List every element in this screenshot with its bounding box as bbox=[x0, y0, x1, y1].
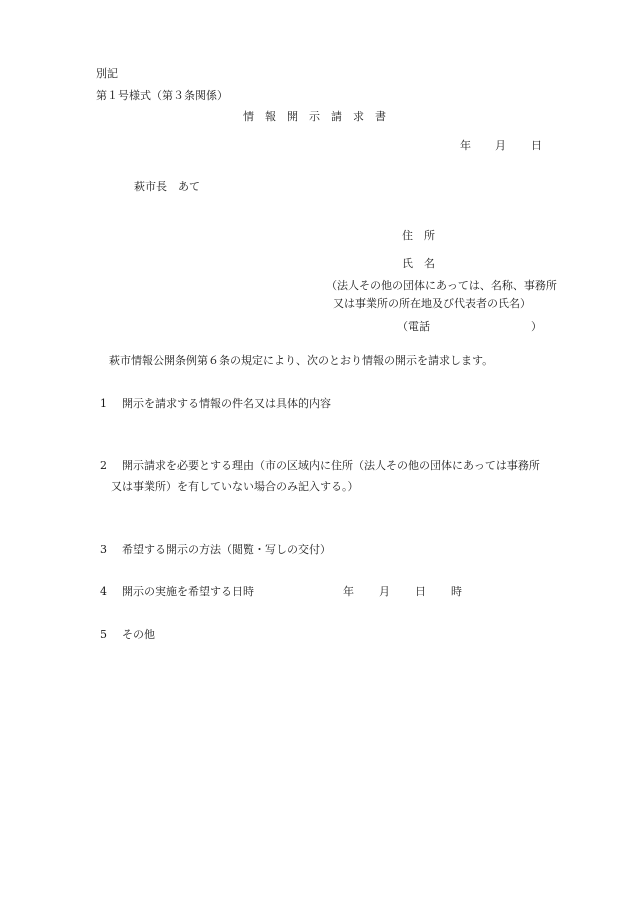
date-month-label: 月 bbox=[495, 139, 506, 152]
item-4-day-label: 日 bbox=[415, 585, 426, 598]
item-3-text: 希望する開示の方法（閲覧・写しの交付） bbox=[122, 543, 331, 556]
phone-label: （電話 bbox=[397, 320, 430, 333]
addressee: 萩市長 あて bbox=[134, 180, 200, 193]
date-year-label: 年 bbox=[460, 139, 471, 152]
item-5-number: 5 bbox=[100, 628, 107, 641]
phone-close-paren: ） bbox=[531, 320, 542, 333]
item-2-text-continued: 又は事業所）を有していない場合のみ記入する。） bbox=[111, 480, 359, 493]
item-1-text: 開示を請求する情報の件名又は具体的内容 bbox=[122, 397, 331, 410]
address-label: 住 所 bbox=[402, 229, 435, 242]
item-5-text: その他 bbox=[122, 628, 155, 641]
item-4-year-label: 年 bbox=[343, 585, 354, 598]
item-4-number: 4 bbox=[100, 585, 107, 598]
item-4-hour-label: 時 bbox=[451, 585, 462, 598]
request-statement: 萩市情報公開条例第６条の規定により、次のとおり情報の開示を請求します。 bbox=[109, 354, 494, 367]
date-day-label: 日 bbox=[531, 139, 542, 152]
item-2-number: 2 bbox=[100, 459, 107, 472]
item-4-text: 開示の実施を希望する日時 bbox=[122, 585, 254, 598]
item-4-month-label: 月 bbox=[379, 585, 390, 598]
item-3-number: 3 bbox=[100, 543, 107, 556]
page-title: 情 報 開 示 請 求 書 bbox=[243, 110, 386, 123]
corporation-note-line2: 又は事業所の所在地及び代表者の氏名） bbox=[333, 297, 531, 310]
item-2-text: 開示請求を必要とする理由（市の区域内に住所（法人その他の団体にあっては事務所 bbox=[122, 459, 540, 472]
name-label: 氏 名 bbox=[402, 257, 435, 270]
corporation-note-line1: （法人その他の団体にあっては、名称、事務所 bbox=[326, 279, 557, 292]
annex-label: 別記 bbox=[96, 67, 118, 80]
item-1-number: 1 bbox=[100, 397, 107, 410]
form-number: 第１号様式（第３条関係） bbox=[96, 89, 228, 102]
